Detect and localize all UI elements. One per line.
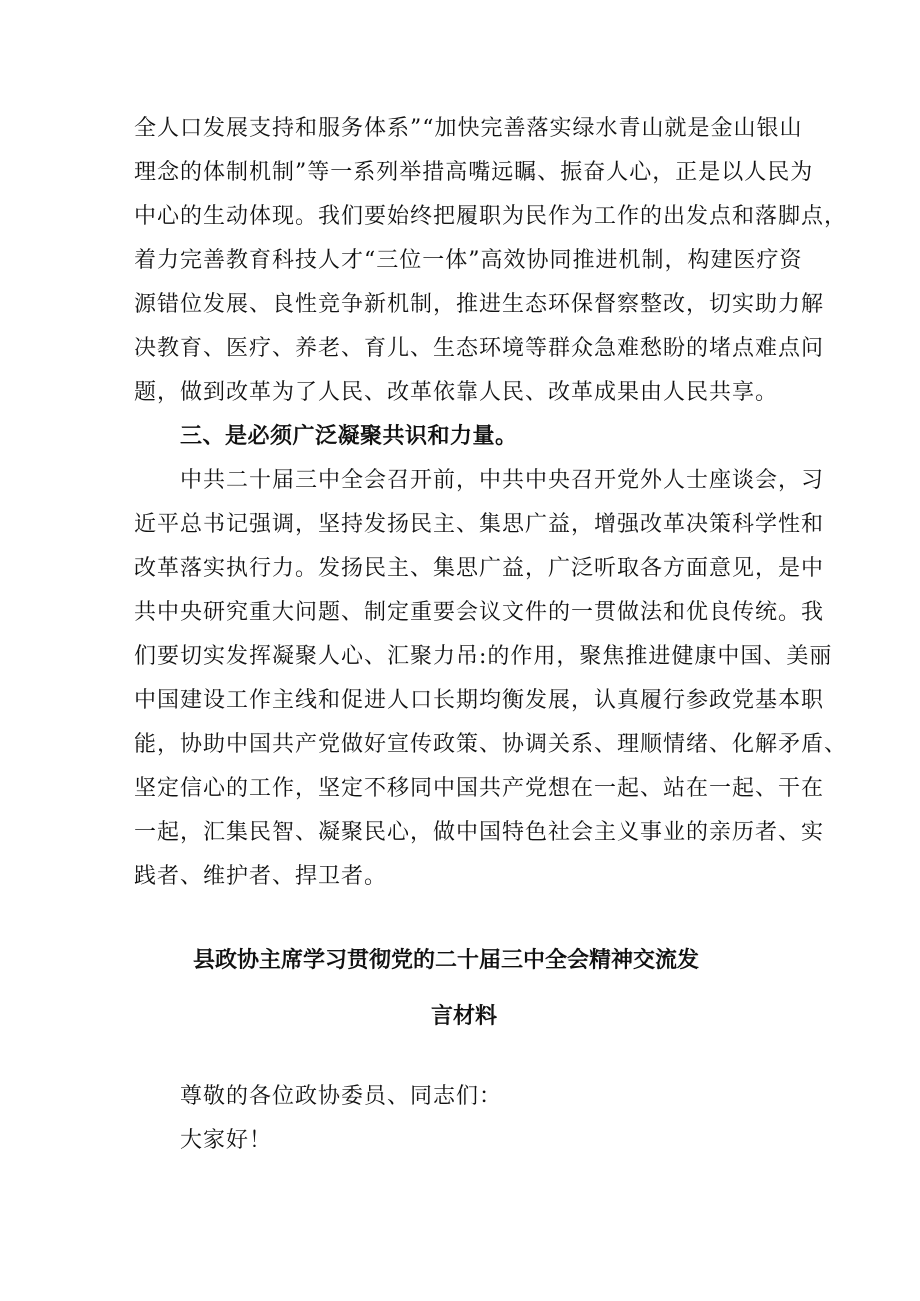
paragraph-line: 全人口发展支持和服务体系”“加快完善落实绿水青山就是金山银山 [134, 116, 803, 141]
paragraph-line: 中心的生动体现。我们要始终把履职为民作为工作的出发点和落脚点， [134, 204, 848, 229]
paragraph-line: 坚定信心的工作，坚定不移同中国共产党想在一起、站在一起、干在 [134, 776, 825, 801]
paragraph-line: 近平总书记强调，坚持发扬民主、集思广益，增强改革决策科学性和 [134, 512, 825, 537]
paragraph-line: 中共二十届三中全会召开前，中共中央召开党外人士座谈会，习 [180, 468, 825, 493]
paragraph-line: 题，做到改革为了人民、改革依靠人民、改革成果由人民共享。 [134, 380, 779, 405]
paragraph-line: 一起，汇集民智、凝聚民心，做中国特色社会主义事业的亲历者、实 [134, 820, 825, 845]
paragraph-line: 践者、维护者、捍卫者。 [134, 864, 388, 889]
paragraph-line: 中国建设工作主线和促进人口长期均衡发展，认真履行参政党基本职 [134, 688, 825, 713]
paragraph-line: 决教育、医疗、养老、育儿、生态环境等群众急难愁盼的堵点难点问 [134, 336, 825, 361]
paragraph-line: 理念的体制机制”等一系列举措高嘴远瞩、振奋人心，正是以人民为 [134, 160, 814, 185]
greeting: 大家好！ [180, 1128, 273, 1153]
paragraph-line: 共中央研究重大问题、制定重要会议文件的一贯做法和优良传统。我 [134, 600, 825, 625]
paragraph-line: 源错位发展、良性竞争新机制，推进生态环保督察整改，切实助力解 [134, 292, 825, 317]
paragraph-line: 着力完善教育科技人才“三位一体”高效协同推进机制，构建医疗资 [134, 248, 803, 273]
paragraph-line: 们要切实发挥凝聚人心、汇聚力吊:的作用，聚焦推进健康中国、美丽 [134, 644, 833, 669]
salutation: 尊敬的各位政协委员、同志们： [180, 1084, 503, 1109]
paragraph-line: 改革落实执行力。发扬民主、集思广益，广泛听取各方面意见，是中 [134, 556, 825, 581]
document-title-continuation: 言材料 [431, 1004, 498, 1029]
paragraph-line: 能，协助中国共产党做好宣传政策、协调关系、理顺情绪、化解矛盾、 [134, 732, 848, 757]
section-heading: 三、是必须广泛凝聚共识和力量。 [180, 424, 518, 449]
document-title: 县政协主席学习贯彻党的二十届三中全会精神交流发 [193, 948, 700, 973]
